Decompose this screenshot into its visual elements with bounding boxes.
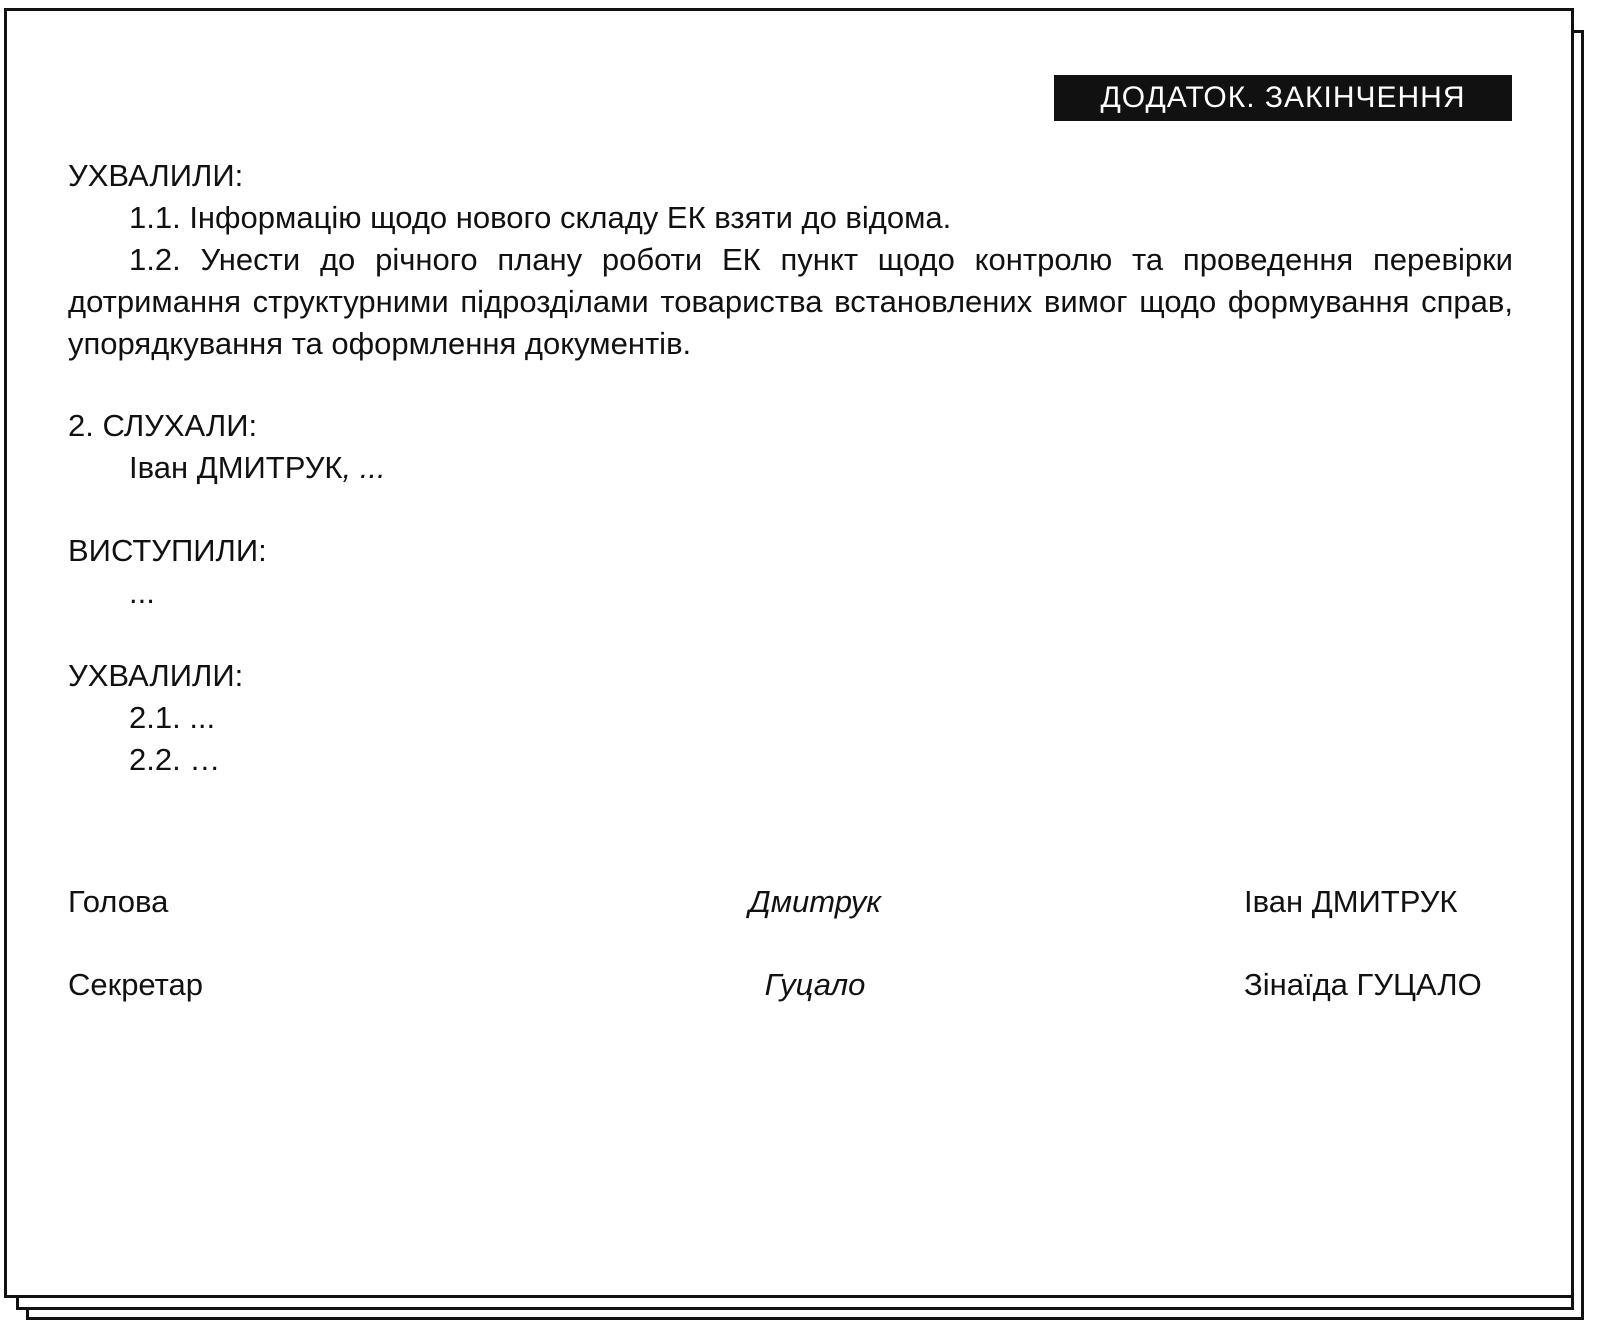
decided-section-1	[68, 155, 1513, 365]
spoke-content: ...	[129, 575, 155, 610]
heard-heading-2: 2. СЛУХАЛИ:	[68, 408, 258, 443]
heard-speaker	[68, 447, 1513, 489]
signature-role: Голова	[68, 884, 169, 919]
speaker-suffix: , ...	[342, 450, 386, 485]
item-1-1: 1.1. Інформацію щодо нового складу ЕК взяти до відома.	[129, 200, 952, 235]
decided-heading-1: УХВАЛИЛИ:	[68, 158, 244, 193]
item-1-2: 1.2. Унести до річного плану роботи ЕК пункт щодо контролю та проведення перевірки дотримання структурними підрозділами товариства встановлених вимог щодо формування справ, упорядкування та оформлення документів.	[68, 242, 1513, 361]
handwritten-signature: Дмитрук	[748, 884, 882, 919]
decided-section-2	[68, 655, 1513, 781]
signature-role: Секретар	[68, 967, 203, 1002]
handwritten-signature: Гуцало	[764, 967, 866, 1002]
signatory-name: Зінаїда ГУЦАЛО	[1244, 967, 1482, 1002]
signature-row-secretary	[68, 963, 1513, 1007]
appendix-tag: ДОДАТОК. ЗАКІНЧЕННЯ	[1054, 75, 1512, 121]
signatory-name: Іван ДМИТРУК	[1244, 884, 1458, 919]
item-2-2: 2.2. …	[129, 742, 221, 777]
decided-heading-2: УХВАЛИЛИ:	[68, 658, 244, 693]
signature-row-chair	[68, 880, 1513, 924]
heard-section-2	[68, 405, 1513, 489]
spoke-section-2	[68, 530, 1513, 614]
spoke-heading: ВИСТУПИЛИ:	[68, 533, 267, 568]
item-2-1: 2.1. ...	[129, 700, 216, 735]
speaker-name: Іван ДМИТРУК	[129, 450, 343, 485]
